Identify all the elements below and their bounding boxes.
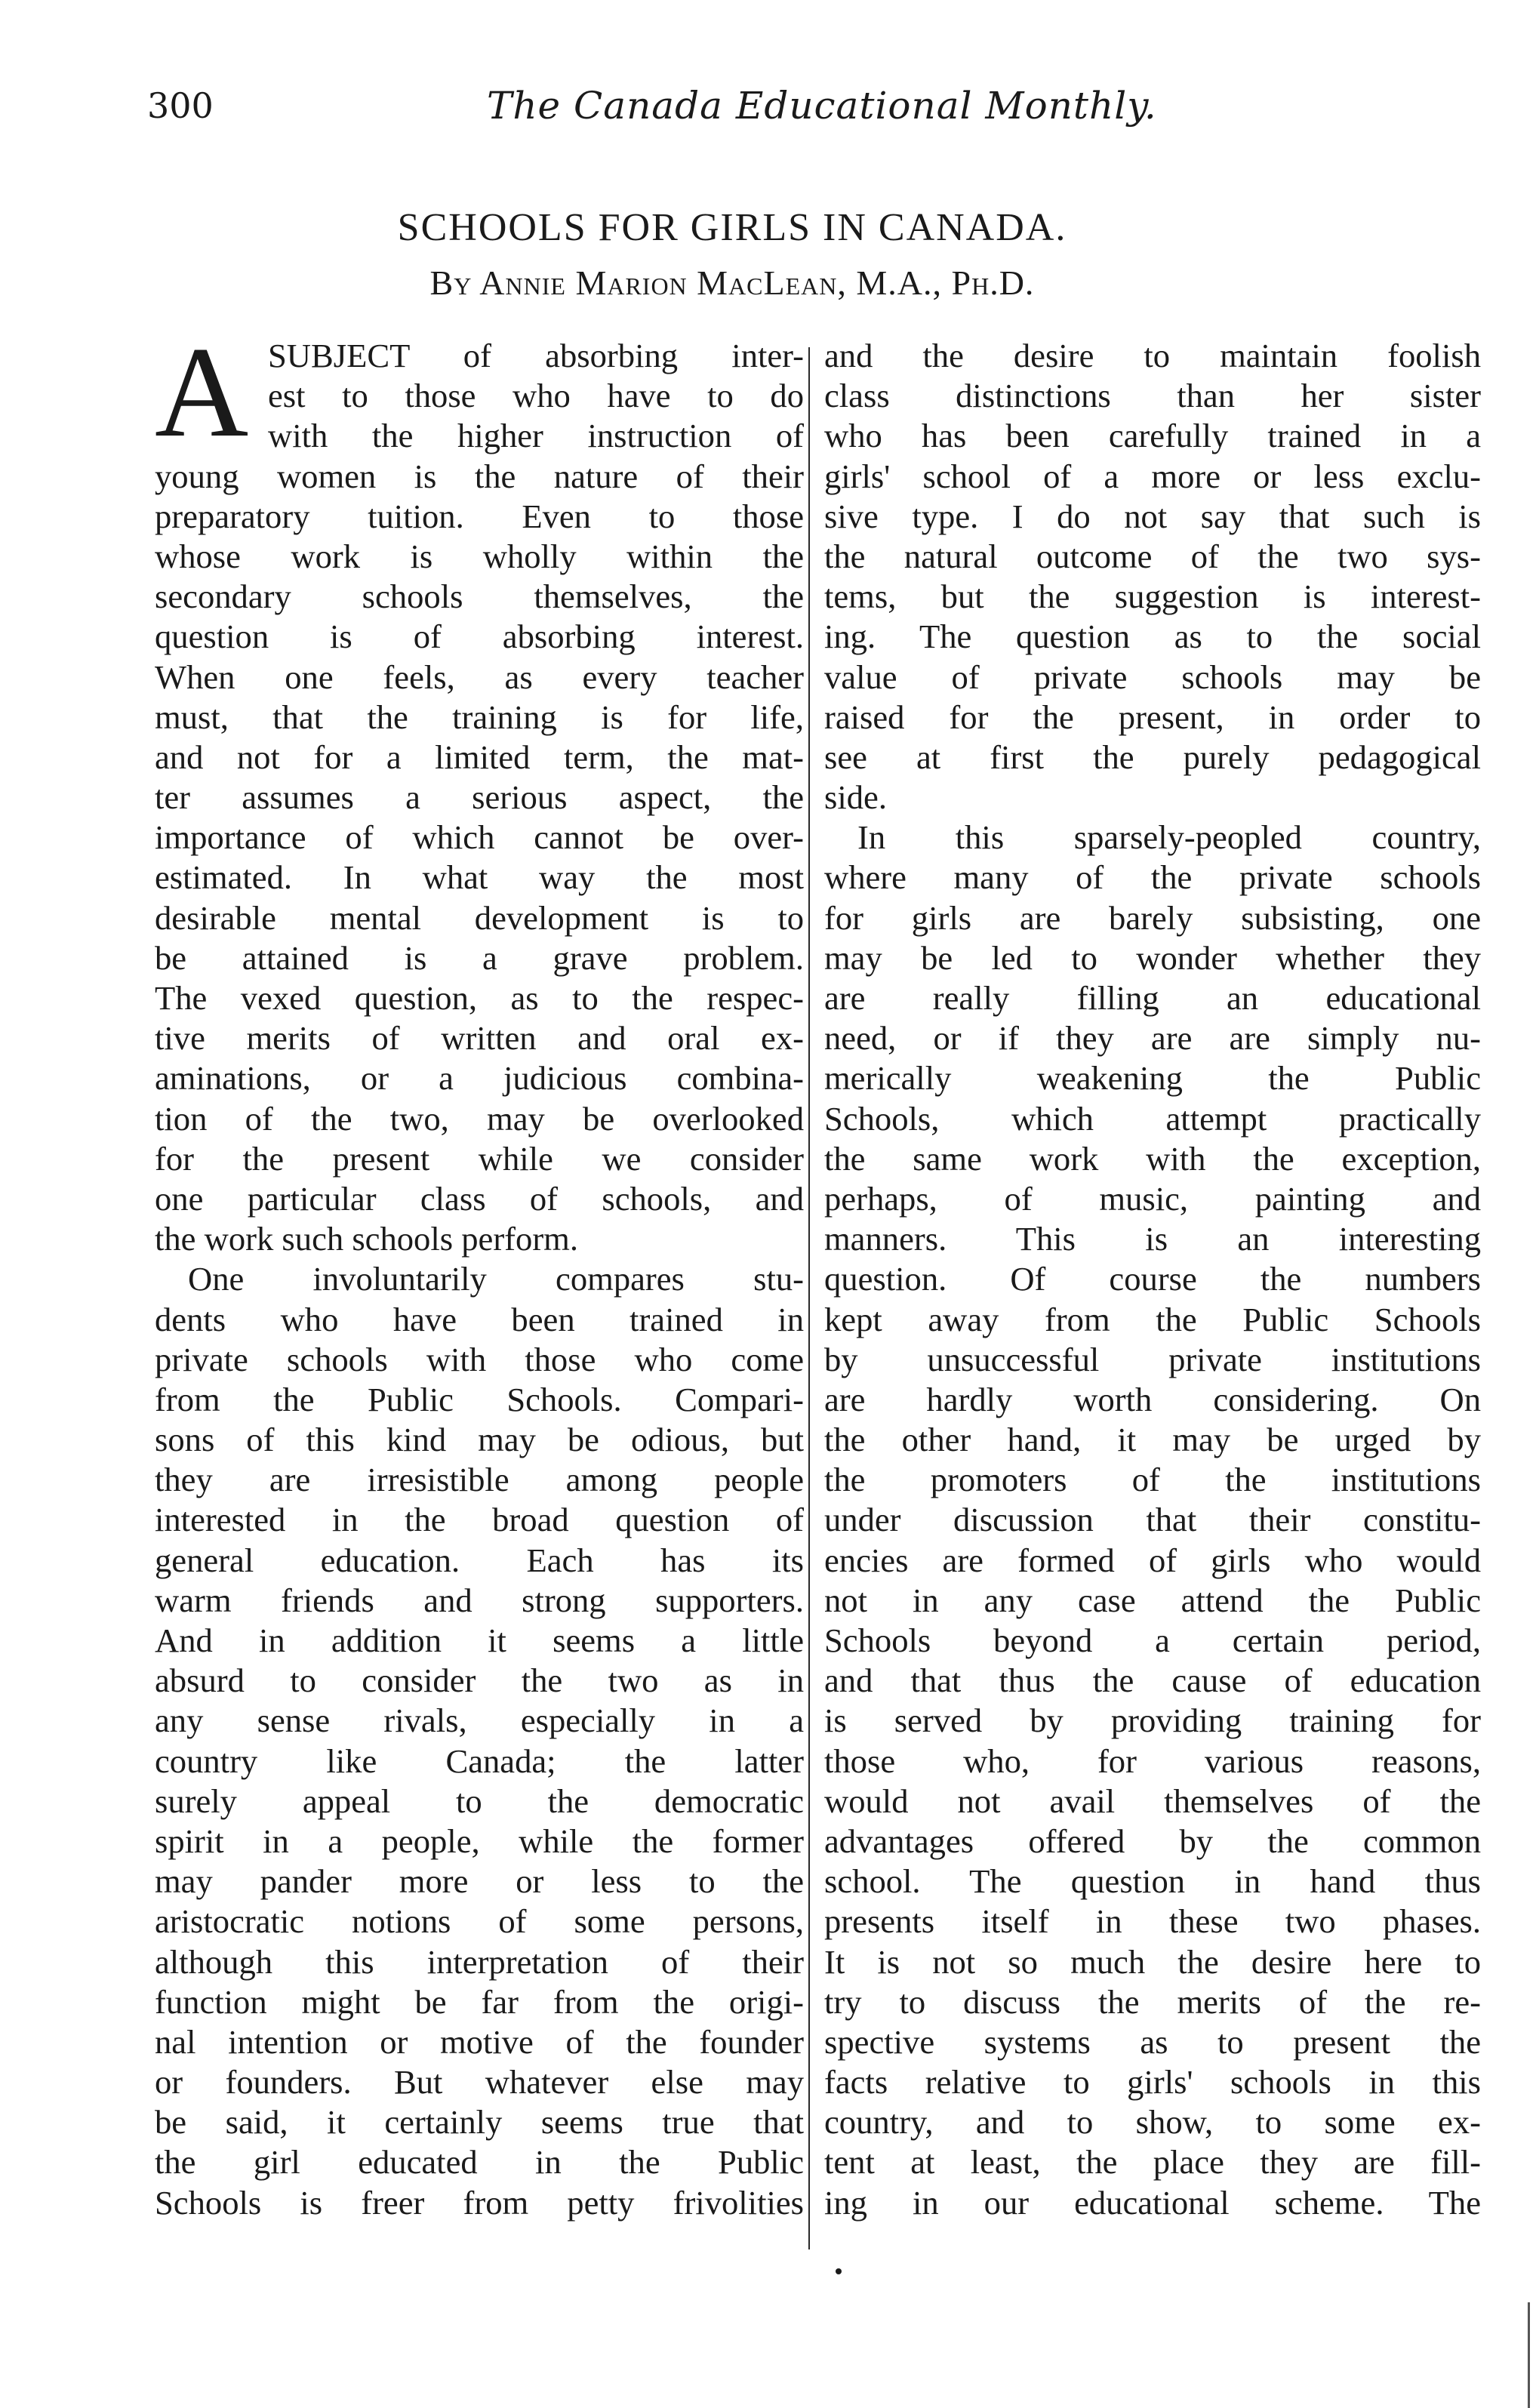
text-line: tent at least, the place they are fill- (824, 2143, 1481, 2182)
text-line: dents who have been trained in (155, 1300, 804, 1338)
text-line: spective systems as to present the (824, 2022, 1481, 2061)
text-line: see at first the purely pedagogical (824, 737, 1481, 776)
text-line: question. Of course the numbers (824, 1260, 1481, 1298)
text-line: desirable mental development is to (155, 898, 804, 937)
text-line: general education. Each has its (155, 1541, 804, 1579)
text-line: girls' school of a more or less exclu- (824, 457, 1481, 495)
drop-cap: A (155, 321, 249, 464)
text-line: spirit in a people, while the former (155, 1821, 804, 1860)
text-line: those who, for various reasons, (824, 1741, 1481, 1780)
text-line: sive type. I do not say that such is (824, 497, 1481, 535)
article-byline: By Annie Marion MacLean, M.A., Ph.D. (429, 263, 1035, 302)
text-line: facts relative to girls' schools in this (824, 2063, 1481, 2102)
text-line: and that thus the cause of education (824, 1661, 1481, 1700)
text-line: The vexed question, as to the respec- (155, 979, 804, 1017)
text-line: the work such schools perform. (155, 1220, 579, 1258)
text-line: Schools beyond a certain period, (824, 1621, 1481, 1659)
text-line: manners. This is an interesting (824, 1220, 1481, 1258)
text-line: advantages offered by the common (824, 1821, 1481, 1860)
text-line: and not for a limited term, the mat- (155, 737, 804, 776)
text-line: need, or if they are are simply nu- (824, 1019, 1481, 1058)
text-line: ing. The question as to the social (824, 617, 1481, 656)
text-line: must, that the training is for life, (155, 697, 804, 736)
text-line: would not avail themselves of the (824, 1781, 1481, 1820)
text-line: under discussion that their constitu- (824, 1501, 1481, 1539)
text-line: young women is the nature of their (155, 457, 804, 495)
text-line: aminations, or a judicious combina- (155, 1059, 804, 1098)
left-column (155, 336, 804, 2223)
text-line: are really filling an educational (824, 979, 1481, 1017)
text-line: importance of which cannot be over- (155, 818, 804, 857)
text-line: private schools with those who come (155, 1340, 804, 1378)
text-line: or founders. But whatever else may (155, 2063, 804, 2102)
text-line: country, and to show, to some ex- (824, 2103, 1481, 2142)
text-line: Schools, which attempt practically (824, 1099, 1481, 1138)
journal-title: The Canada Educational Monthly. (487, 84, 1157, 128)
column-divider (808, 347, 810, 2249)
text-line: the natural outcome of the two sys- (824, 537, 1481, 575)
text-line: by unsuccessful private institutions (824, 1340, 1481, 1378)
text-line: raised for the present, in order to (824, 697, 1481, 736)
text-line: may pander more or less to the (155, 1862, 804, 1901)
text-line: secondary schools themselves, the (155, 577, 804, 616)
text-line: side. (824, 778, 887, 817)
page-edge-rule (1528, 2302, 1530, 2408)
text-line: surely appeal to the democratic (155, 1781, 804, 1820)
text-line: any sense rivals, especially in a (155, 1701, 804, 1740)
right-column (824, 336, 1481, 2223)
text-line: be attained is a grave problem. (155, 938, 804, 977)
text-line: estimated. In what way the most (155, 858, 804, 897)
text-line: tems, but the suggestion is interest- (824, 577, 1481, 616)
page-number: 300 (147, 85, 214, 126)
text-line: interested in the broad question of (155, 1501, 804, 1539)
text-line: value of private schools may be (824, 657, 1481, 696)
text-line: It is not so much the desire here to (824, 1942, 1481, 1981)
text-line: encies are formed of girls who would (824, 1541, 1481, 1579)
text-line: One involuntarily compares stu- (188, 1260, 804, 1298)
printer-mark (836, 2268, 842, 2274)
text-line: not in any case attend the Public (824, 1581, 1481, 1619)
text-line: When one feels, as every teacher (155, 657, 804, 696)
text-line: from the Public Schools. Compari- (155, 1380, 804, 1418)
text-line: perhaps, of music, painting and (824, 1179, 1481, 1218)
text-line: warm friends and strong supporters. (155, 1581, 804, 1619)
text-line: And in addition it seems a little (155, 1621, 804, 1659)
text-line: is served by providing training for (824, 1701, 1481, 1740)
text-line: they are irresistible among people (155, 1461, 804, 1499)
text-line: est to those who have to do (268, 377, 804, 415)
text-line: merically weakening the Public (824, 1059, 1481, 1098)
text-line: and the desire to maintain foolish (824, 337, 1481, 374)
text-line: Schools is freer from petty frivolities (155, 2183, 804, 2222)
text-line: the other hand, it may be urged by (824, 1421, 1481, 1459)
text-line: one particular class of schools, and (155, 1179, 804, 1218)
text-line: aristocratic notions of some persons, (155, 1902, 804, 1941)
text-line: SUBJECT of absorbing inter- (268, 337, 804, 374)
text-line: nal intention or motive of the founder (155, 2022, 804, 2061)
text-line: presents itself in these two phases. (824, 1902, 1481, 1941)
text-line: where many of the private schools (824, 858, 1481, 897)
text-line: kept away from the Public Schools (824, 1300, 1481, 1338)
text-line: with the higher instruction of (268, 417, 804, 455)
text-line: try to discuss the merits of the re- (824, 1982, 1481, 2021)
text-line: question is of absorbing interest. (155, 617, 804, 656)
text-line: class distinctions than her sister (824, 377, 1481, 415)
text-line: the promoters of the institutions (824, 1461, 1481, 1499)
text-line: sons of this kind may be odious, but (155, 1421, 804, 1459)
text-line: although this interpretation of their (155, 1942, 804, 1981)
text-line: ing in our educational scheme. The (824, 2183, 1481, 2222)
article-title: SCHOOLS FOR GIRLS IN CANADA. (397, 206, 1067, 249)
text-line: the same work with the exception, (824, 1139, 1481, 1178)
text-line: may be led to wonder whether they (824, 938, 1481, 977)
text-line: be said, it certainly seems true that (155, 2103, 804, 2142)
text-line: for the present while we consider (155, 1139, 804, 1178)
text-line: ter assumes a serious aspect, the (155, 778, 804, 817)
text-line: the girl educated in the Public (155, 2143, 804, 2182)
text-line: tion of the two, may be overlooked (155, 1099, 804, 1138)
text-line: function might be far from the origi- (155, 1982, 804, 2021)
running-head (147, 83, 1159, 136)
text-line: for girls are barely subsisting, one (824, 898, 1481, 937)
text-line: school. The question in hand thus (824, 1862, 1481, 1901)
text-line: absurd to consider the two as in (155, 1661, 804, 1700)
text-line: tive merits of written and oral ex- (155, 1019, 804, 1058)
text-line: country like Canada; the latter (155, 1741, 804, 1780)
text-line: whose work is wholly within the (155, 537, 804, 575)
text-line: In this sparsely-peopled country, (857, 818, 1481, 857)
text-line: preparatory tuition. Even to those (155, 497, 804, 535)
text-line: who has been carefully trained in a (824, 417, 1481, 455)
text-line: are hardly worth considering. On (824, 1380, 1481, 1418)
